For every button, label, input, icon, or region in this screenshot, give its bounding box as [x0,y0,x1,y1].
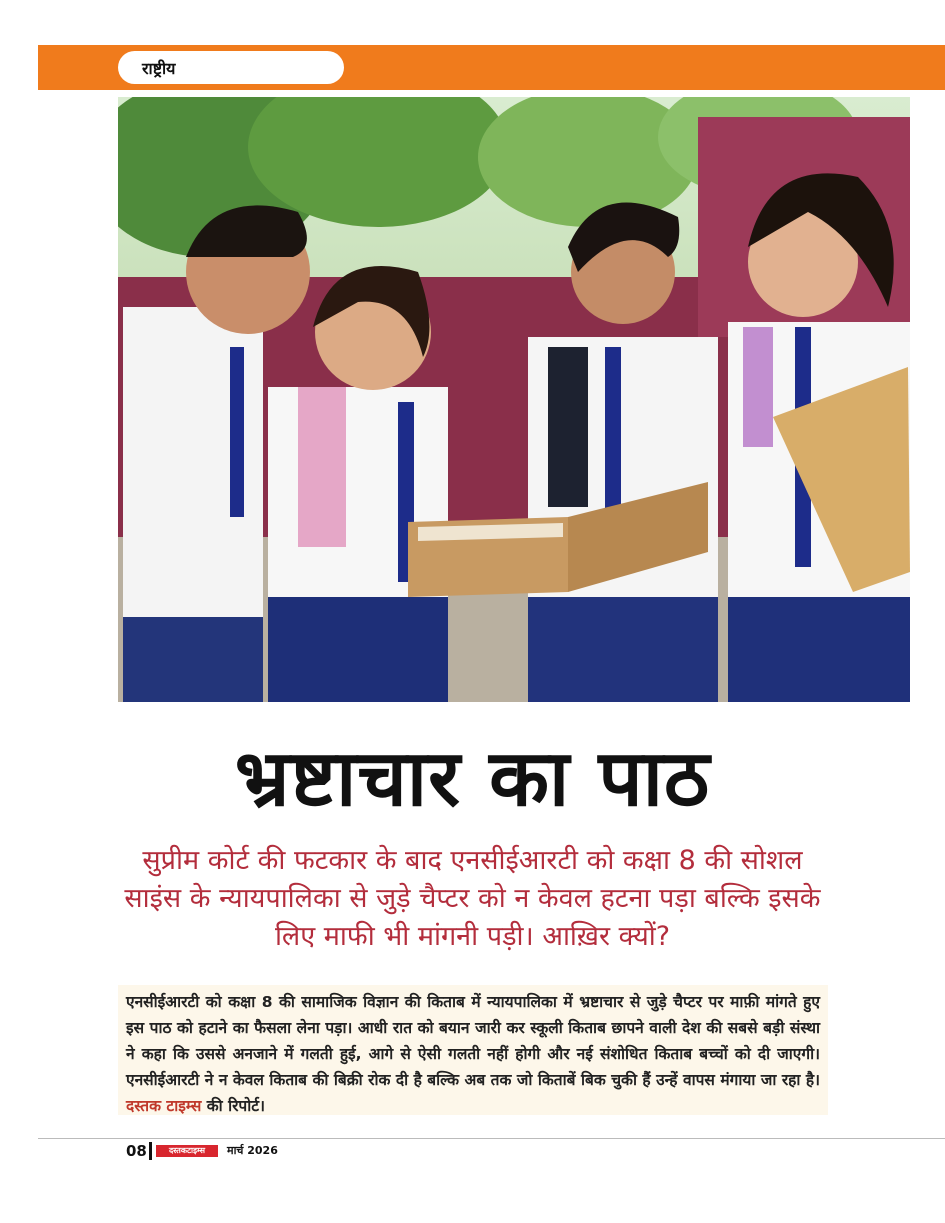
section-label: राष्ट्रीय [142,59,176,78]
magazine-logo: दस्तकटाइम्स [156,1145,218,1157]
footer-divider [38,1138,945,1139]
issue-date: मार्च 2026 [227,1144,278,1157]
intro-body: एनसीईआरटी को कक्षा 8 की सामाजिक विज्ञान की किताब में न्यायपालिका में भ्रष्टाचार से जुड़े चैप्टर पर माफ़ी मांगते हुए इस पाठ को हटाने का फैसला लेना पड़ा। आधी रात को बयान जारी कर स्कूली किताब छापने वाली देश की सबसे बड़ी संस्था ने कहा कि उससे अनजाने में गलती हुई, आगे से ऐसी गलती नहीं होगी और नई संशोधित किताब बच्चों को दी जाएगी। एनसीईआरटी ने न केवल किताब की बिक्री रोक दी है बल्कि अब तक जो किताबें बिक चुकी हैं उन्हें वापस मंगाया जा रहा है। [126,993,820,1089]
footer-separator [149,1142,152,1160]
intro-box [118,985,828,1115]
headline: भ्रष्टाचार का पाठ [234,734,711,824]
hero-photo [118,97,910,702]
page-number: 08 [126,1142,147,1160]
intro-suffix: की रिपोर्ट। [206,1097,265,1115]
intro-highlight: दस्तक टाइम्स [126,1097,202,1115]
subheadline: सुप्रीम कोर्ट की फटकार के बाद एनसीईआरटी को कक्षा 8 की सोशल साइंस के न्यायपालिका से जुड़े चैप्टर को न केवल हटना पड़ा बल्कि इसके लिए माफी भी मांगनी पड़ी। आख़िर क्यों? [124,845,821,952]
intro-paragraph [126,989,820,1119]
